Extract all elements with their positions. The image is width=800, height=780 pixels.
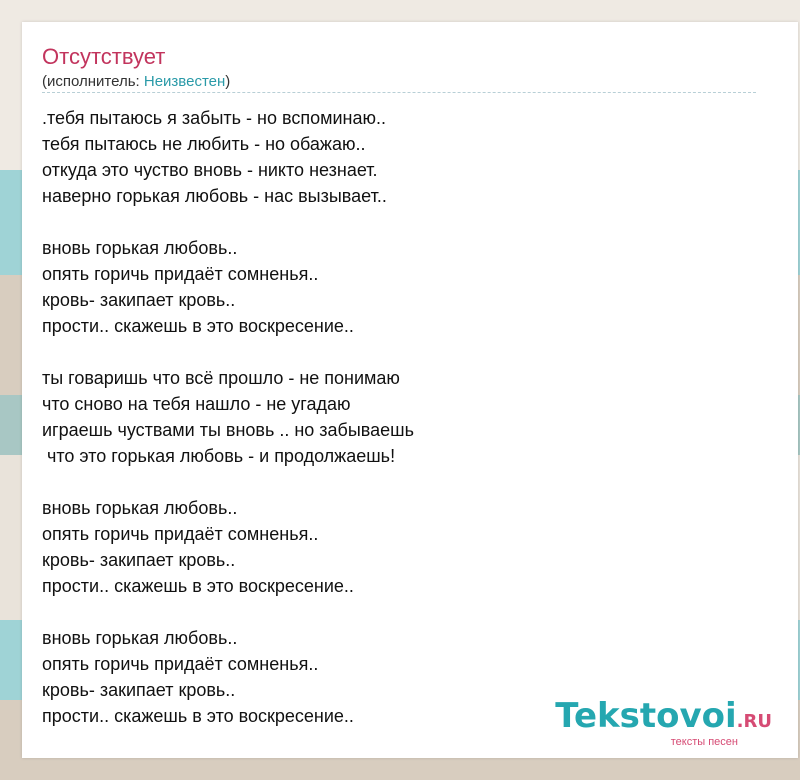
lyric-line: вновь горькая любовь.. bbox=[42, 628, 238, 648]
stanza-break bbox=[42, 209, 762, 235]
lyric-line: опять горичь придаёт сомненья.. bbox=[42, 264, 319, 284]
lyric-line: .тебя пытаюсь я забыть - но вспоминаю.. bbox=[42, 108, 386, 128]
lyric-line: кровь- закипает кровь.. bbox=[42, 550, 236, 570]
lyric-line: опять горичь придаёт сомненья.. bbox=[42, 524, 319, 544]
lyric-line: прости.. скажешь в это воскресение.. bbox=[42, 706, 354, 726]
lyric-line: откуда это чуство вновь - никто незнает. bbox=[42, 160, 378, 180]
lyric-line: вновь горькая любовь.. bbox=[42, 238, 238, 258]
lyric-line: опять горичь придаёт сомненья.. bbox=[42, 654, 319, 674]
lyric-line: что это горькая любовь - и продолжаешь! bbox=[42, 446, 396, 466]
song-title: Отсутствует bbox=[42, 44, 166, 69]
lyric-line: прости.. скажешь в это воскресение.. bbox=[42, 316, 354, 336]
logo-tagline: тексты песен bbox=[670, 736, 738, 748]
stanza-break bbox=[42, 469, 762, 495]
lyric-line: кровь- закипает кровь.. bbox=[42, 290, 236, 310]
artist-link[interactable]: Неизвестен bbox=[143, 73, 226, 90]
logo-name: Tekstovoi bbox=[555, 696, 737, 736]
logo-tld: .RU bbox=[736, 711, 772, 732]
lyric-line: тебя пытаюсь не любить - но обажаю.. bbox=[42, 134, 366, 154]
lyric-line: кровь- закипает кровь.. bbox=[42, 680, 236, 700]
title-divider bbox=[42, 92, 756, 93]
lyric-line: что сново на тебя нашло - не угадаю bbox=[42, 394, 351, 414]
lyric-line: наверно горькая любовь - нас вызывает.. bbox=[42, 186, 387, 206]
stanza-break bbox=[42, 339, 762, 365]
artist-line bbox=[42, 72, 230, 92]
lyric-line: вновь горькая любовь.. bbox=[42, 498, 238, 518]
artist-suffix: ) bbox=[225, 73, 231, 90]
lyric-line: играешь чуствами ты вновь .. но забываешь bbox=[42, 420, 414, 440]
logo-wordmark bbox=[555, 698, 772, 740]
lyric-line: ты говаришь что всё прошло - не понимаю bbox=[42, 368, 400, 388]
artist-prefix: (исполнитель: bbox=[42, 73, 144, 90]
stanza-break bbox=[42, 599, 762, 625]
site-logo[interactable] bbox=[555, 698, 772, 748]
lyric-line: прости.. скажешь в это воскресение.. bbox=[42, 576, 354, 596]
lyrics-card bbox=[22, 22, 798, 758]
lyrics-text bbox=[42, 105, 762, 729]
